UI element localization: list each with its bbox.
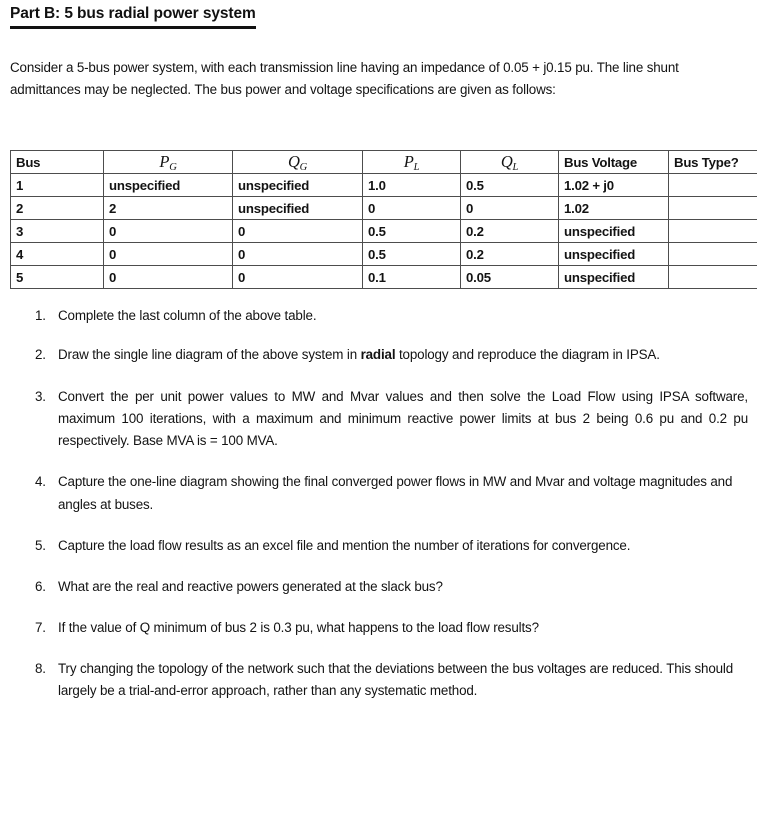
list-item <box>0 386 757 453</box>
list-item-text: Capture the one-line diagram showing the final converged power flows in MW and Mvar and voltage magnitudes and angles at buses. <box>58 474 733 512</box>
cell-pl: 0.1 <box>363 266 461 289</box>
list-item <box>0 617 757 639</box>
list-item-emphasis: radial <box>360 347 396 363</box>
cell-ql: 0.05 <box>461 266 559 289</box>
cell-pl: 1.0 <box>363 174 461 197</box>
list-item-text: Try changing the topology of the network such that the deviations between the bus voltages are reduced. This should largely be a trial-and-error approach, rather than any systematic method. <box>58 660 734 699</box>
header-ql <box>461 151 559 174</box>
header-pg-base: P <box>159 152 170 171</box>
cell-ql: 0 <box>461 197 559 220</box>
header-bus-type: Bus Type? <box>669 151 757 174</box>
cell-bus: 5 <box>11 266 104 289</box>
cell-ql: 0.2 <box>461 243 559 266</box>
list-item-number: 2. <box>35 347 46 363</box>
cell-qg: 0 <box>233 266 363 289</box>
list-item-text-before: Draw the single line diagram of the above system in <box>58 347 361 363</box>
list-item <box>0 471 757 516</box>
cell-bus: 3 <box>11 220 104 243</box>
cell-bus-voltage: 1.02 <box>559 197 669 220</box>
table-body <box>11 174 757 289</box>
bus-specification-table <box>10 150 757 289</box>
cell-pg: 0 <box>104 220 233 243</box>
list-item-text: Complete the last column of the above table. <box>58 308 317 323</box>
header-qg-subscript: G <box>299 162 308 173</box>
cell-bus-type <box>669 266 757 289</box>
page-title: Part B: 5 bus radial power system <box>10 5 256 29</box>
cell-bus-voltage: unspecified <box>559 243 669 266</box>
cell-bus: 2 <box>11 197 104 220</box>
cell-ql: 0.2 <box>461 220 559 243</box>
header-pg <box>104 151 233 174</box>
list-item-text: Capture the load flow results as an excel file and mention the number of iterations for convergence. <box>58 538 631 554</box>
cell-pl: 0 <box>363 197 461 220</box>
table-row <box>11 220 757 243</box>
cell-bus: 4 <box>11 243 104 266</box>
header-bus-voltage: Bus Voltage <box>559 151 669 174</box>
header-ql-base: Q <box>500 152 513 171</box>
header-pl-base: P <box>403 152 414 171</box>
cell-qg: unspecified <box>233 197 363 220</box>
list-item <box>0 344 757 366</box>
table-row <box>11 197 757 220</box>
cell-bus: 1 <box>11 174 104 197</box>
header-qg-base: Q <box>287 152 300 171</box>
table-row <box>11 174 757 197</box>
list-item-text <box>58 347 660 362</box>
list-item-number: 1. <box>35 308 46 323</box>
list-item-number: 8. <box>35 660 46 676</box>
header-qg <box>233 151 363 174</box>
cell-bus-type <box>669 197 757 220</box>
list-item <box>0 576 757 598</box>
cell-ql: 0.5 <box>461 174 559 197</box>
cell-pg: 0 <box>104 243 233 266</box>
table-row <box>11 243 757 266</box>
questions-list <box>0 305 757 703</box>
cell-qg: unspecified <box>233 174 363 197</box>
cell-bus-type <box>669 243 757 266</box>
header-pg-subscript: G <box>169 162 177 173</box>
header-bus: Bus <box>11 151 104 174</box>
cell-pl: 0.5 <box>363 220 461 243</box>
list-item-number: 5. <box>35 538 46 554</box>
list-item-number: 3. <box>35 388 46 404</box>
list-item-number: 4. <box>35 474 46 490</box>
list-item <box>0 535 757 557</box>
list-item <box>0 305 757 327</box>
header-pl <box>363 151 461 174</box>
cell-bus-type <box>669 174 757 197</box>
cell-bus-voltage: 1.02 + j0 <box>559 174 669 197</box>
list-item-number: 6. <box>35 579 46 595</box>
cell-bus-voltage: unspecified <box>559 220 669 243</box>
list-item-text-after: topology and reproduce the diagram in IPSA. <box>395 347 660 363</box>
cell-qg: 0 <box>233 220 363 243</box>
header-pl-subscript: L <box>413 162 420 173</box>
cell-pl: 0.5 <box>363 243 461 266</box>
table-header-row <box>11 151 757 174</box>
list-item-text: If the value of Q minimum of bus 2 is 0.3 pu, what happens to the load flow results? <box>58 619 539 635</box>
list-item-text: What are the real and reactive powers generated at the slack bus? <box>58 579 443 595</box>
cell-pg: unspecified <box>104 174 233 197</box>
cell-bus-type <box>669 220 757 243</box>
cell-pg: 2 <box>104 197 233 220</box>
cell-bus-voltage: unspecified <box>559 266 669 289</box>
cell-qg: 0 <box>233 243 363 266</box>
table-row <box>11 266 757 289</box>
list-item-number: 7. <box>35 619 46 635</box>
header-ql-subscript: L <box>512 162 519 173</box>
list-item <box>0 658 757 703</box>
list-item-text: Convert the per unit power values to MW and Mvar values and then solve the Load Flow using IPSA software, maximum 100 iterations, with a maximum and minimum reactive power limits at bus 2 being 0.6 pu and 0.2 pu respectively. Base MVA is = 100 MVA. <box>58 388 748 449</box>
cell-pg: 0 <box>104 266 233 289</box>
intro-paragraph: Consider a 5-bus power system, with each transmission line having an impedance of 0.05 + j0.15 pu. The line shunt admittances may be neglected. The bus power and voltage specifications are given as follows: <box>10 60 679 98</box>
